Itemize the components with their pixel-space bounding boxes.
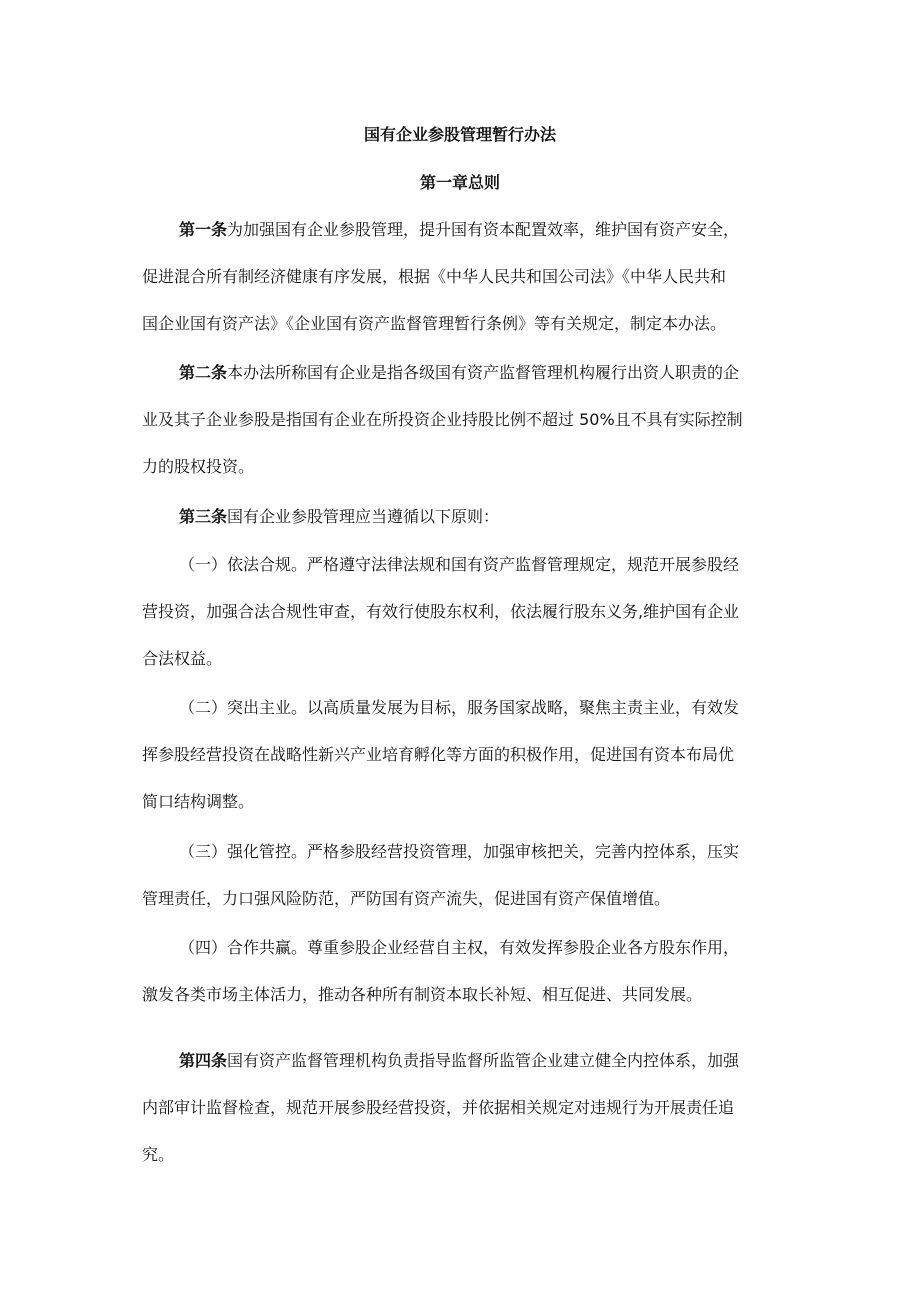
- chapter-heading: 第一章总则: [419, 173, 500, 192]
- article-2-label: 第二条: [179, 363, 228, 382]
- article-2-text-2: 业及其子企业参股是指国有企业在所投资企业持股比例不超过 50%且不具有实际控制: [142, 410, 743, 429]
- article-2-text-1: 本办法所称国有企业是指各级国有资产监督管理机构履行出资人职责的企: [227, 363, 740, 382]
- principle-4-text-1: （四）合作共赢。尊重参股企业经营自主权，有效发挥参股企业各方股东作用，: [179, 938, 740, 957]
- article-1-text-1: 为加强国有企业参股管理，提升国有资本配置效率，维护国有资产安全，: [227, 220, 740, 239]
- document-title: 国有企业参股管理暂行办法: [363, 125, 556, 144]
- article-3-label: 第三条: [179, 507, 228, 526]
- article-2-text-3: 力的股权投资。: [142, 457, 255, 476]
- article-1-label: 第一条: [179, 220, 228, 239]
- principle-1-text-1: （一）依法合规。严格遵守法律法规和国有资产监督管理规定，规范开展参股经: [179, 555, 740, 574]
- article-4-text-3: 究。: [142, 1145, 175, 1164]
- article-1-text-3: 国企业国有资产法》《企业国有资产监督管理暂行条例》等有关规定，制定本办法。: [142, 314, 727, 333]
- principle-4-text-2: 激发各类市场主体活力，推动各种所有制资本取长补短、相互促进、共同发展。: [142, 985, 703, 1004]
- principle-3-text-1: （三）强化管控。严格参股经营投资管理，加强审核把关，完善内控体系，压实: [179, 842, 740, 861]
- principle-2-text-2: 挥参股经营投资在战略性新兴产业培育孵化等方面的积极作用，促进国有资本布局优: [142, 745, 735, 764]
- article-4-text-1: 国有资产监督管理机构负责指导监督所监管企业建立健全内控体系，加强: [227, 1051, 740, 1070]
- article-1-text-2: 促进混合所有制经济健康有序发展，根据《中华人民共和国公司法》《中华人民共和: [142, 267, 727, 286]
- article-4-label: 第四条: [179, 1051, 228, 1070]
- principle-1-text-3: 合法权益。: [142, 649, 223, 668]
- article-3-text-1: 国有企业参股管理应当遵循以下原则：: [227, 507, 500, 526]
- article-4-text-2: 内部审计监督检查，规范开展参股经营投资，并依据相关规定对违规行为开展责任追: [142, 1098, 735, 1117]
- principle-2-text-1: （二）突出主业。以高质量发展为目标，服务国家战略，聚焦主责主业，有效发: [179, 698, 740, 717]
- principle-2-text-3: 简口结构调整。: [142, 792, 255, 811]
- principle-3-text-2: 管理责任，力口强风险防范，严防国有资产流失，促进国有资产保值增值。: [142, 889, 671, 908]
- principle-1-text-2: 营投资，加强合法合规性审查，有效行使股东权利，依法履行股东义务,维护国有企业: [142, 602, 740, 621]
